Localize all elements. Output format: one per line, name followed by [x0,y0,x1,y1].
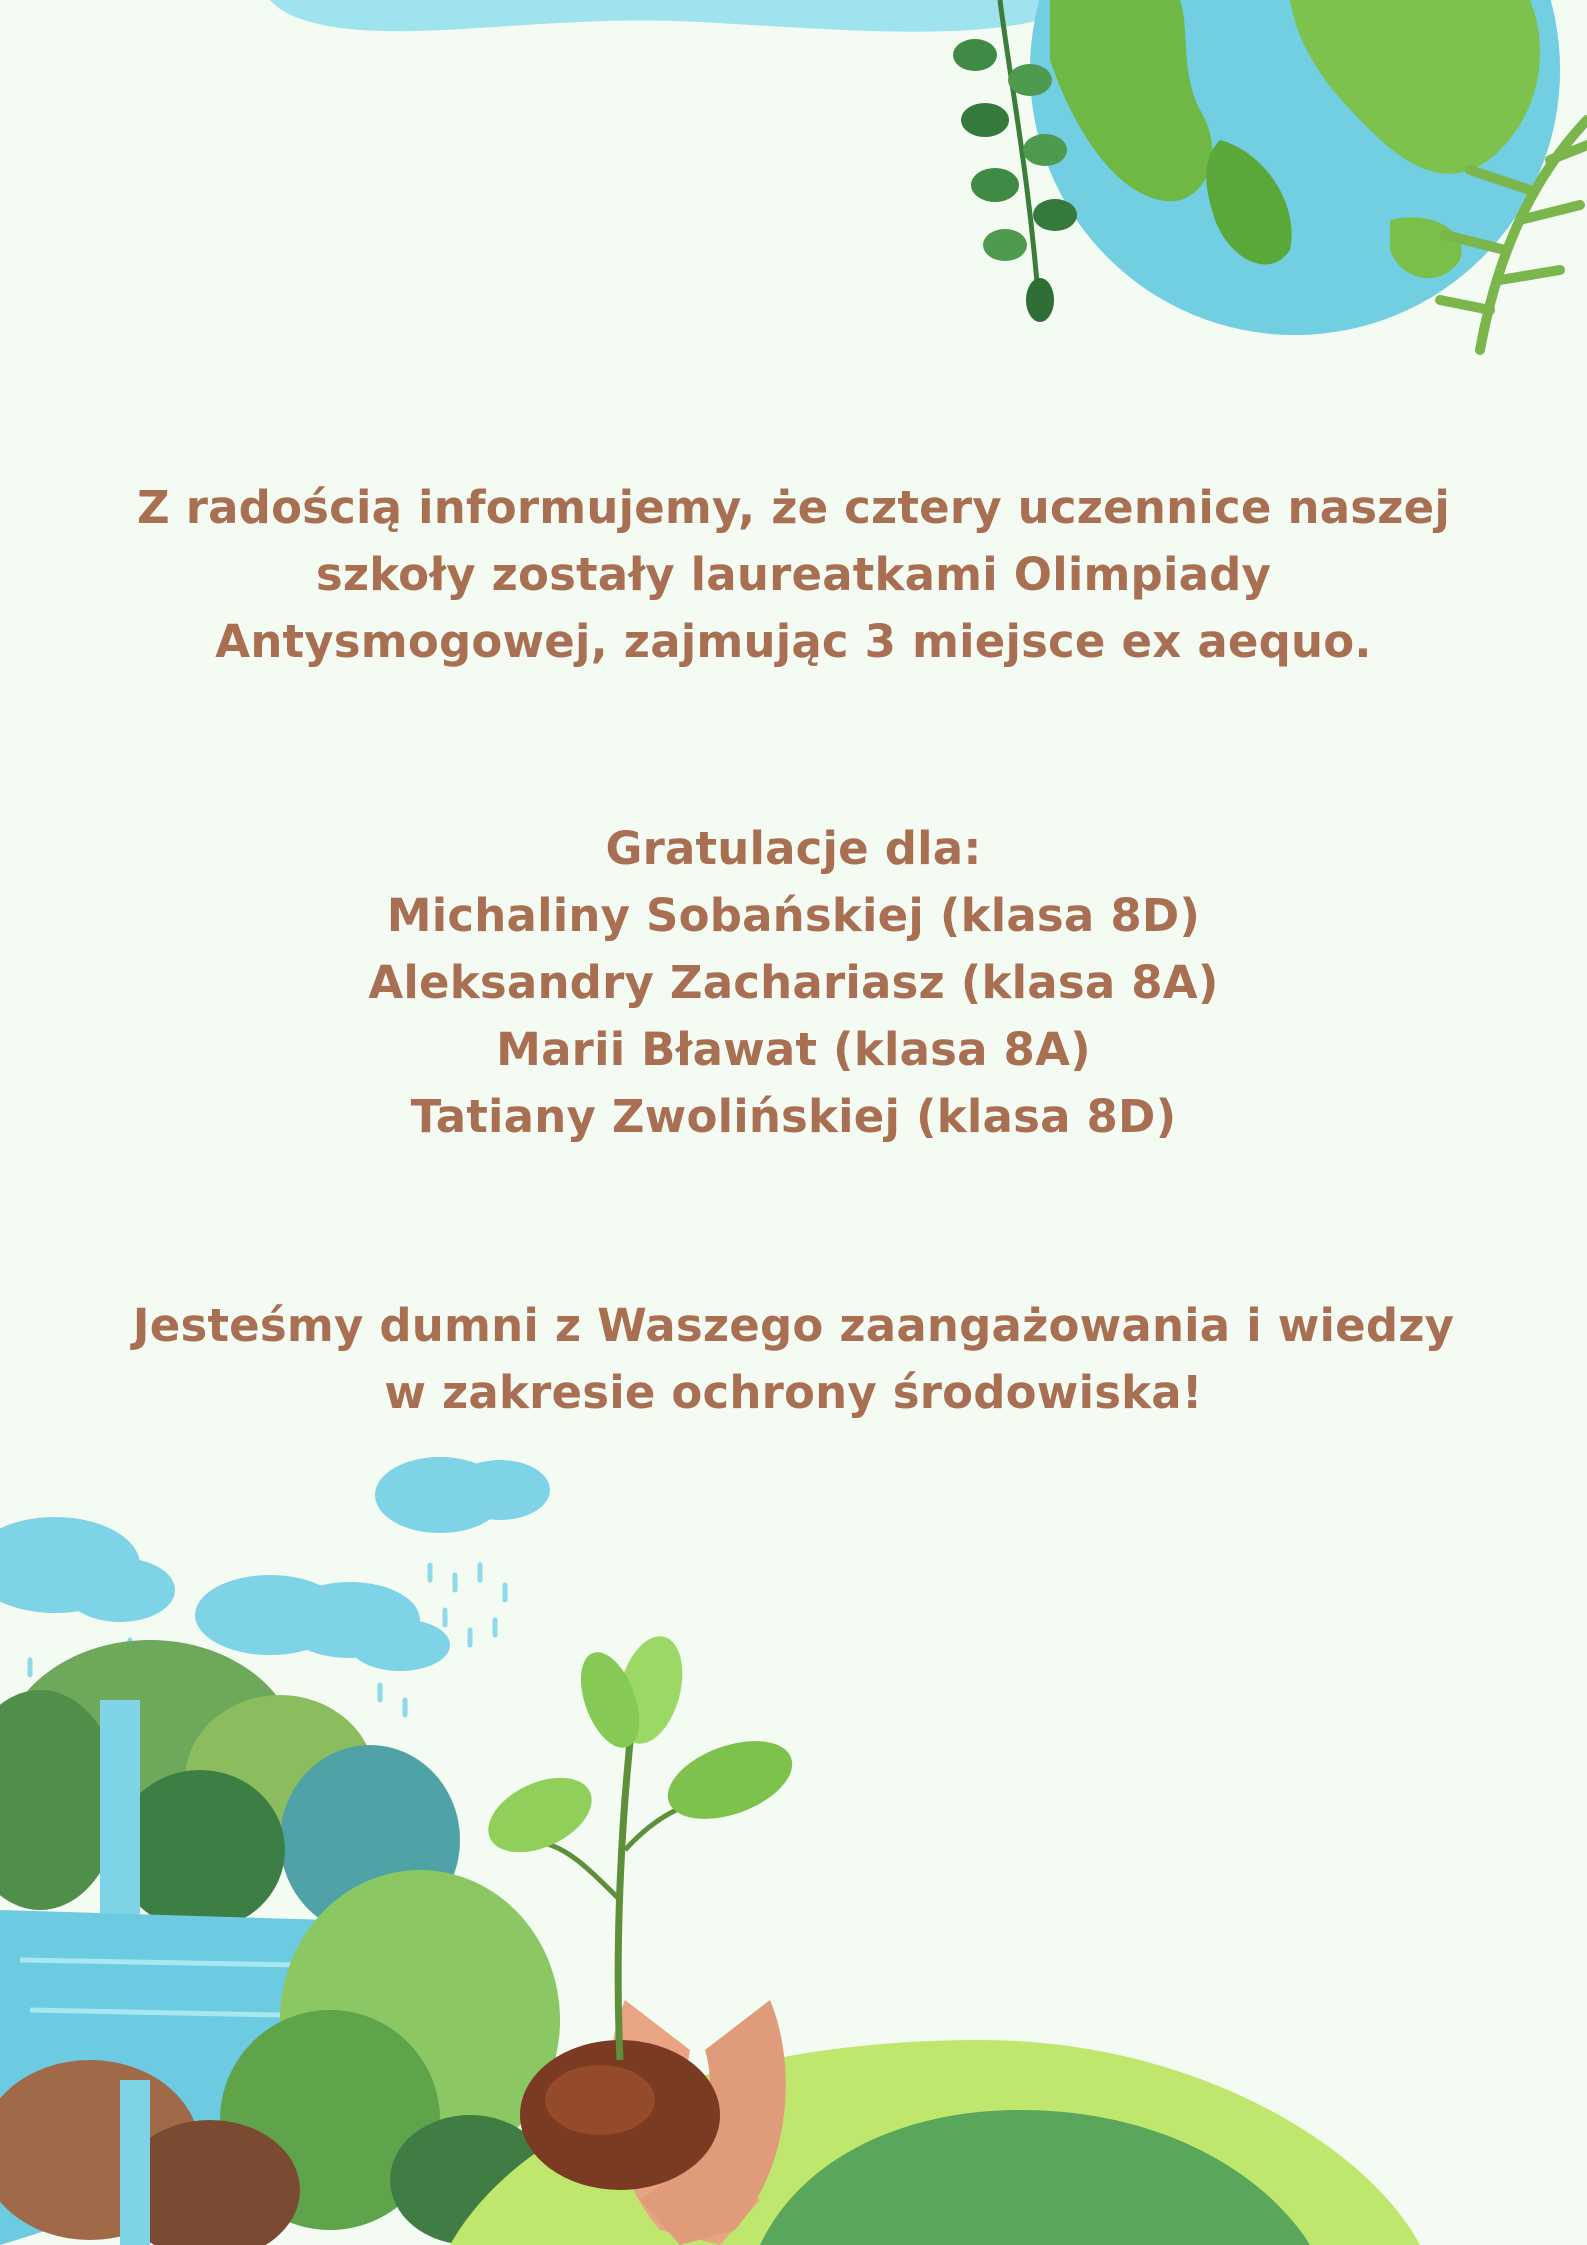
globe-illustration [1030,0,1560,335]
closing-line: w zakresie ochrony środowiska! [384,1366,1203,1419]
closing-line: Jesteśmy dumni z Waszego zaangażowania i wiedzy [132,1299,1455,1352]
forest-waterfall [0,1640,560,2245]
closing-paragraph [0,1292,1587,1426]
congrats-heading: Gratulacje dla: [605,822,982,875]
intro-paragraph [0,474,1587,675]
laureate-name: Marii Bławat (klasa 8A) [496,1023,1091,1076]
intro-line: Z radością informujemy, że cztery uczennice naszej [137,481,1450,534]
top-water-wave [270,0,1040,32]
laureate-name: Tatiany Zwolińskiej (klasa 8D) [410,1090,1177,1143]
intro-line: szkoły zostały laureatkami Olimpiady [315,548,1272,601]
laureate-name: Aleksandry Zachariasz (klasa 8A) [368,956,1219,1009]
intro-line: Antysmogowej, zajmując 3 miejsce ex aequo. [215,615,1372,668]
laureate-name: Michaliny Sobańskiej (klasa 8D) [386,889,1201,942]
congratulations-section [0,815,1587,1150]
